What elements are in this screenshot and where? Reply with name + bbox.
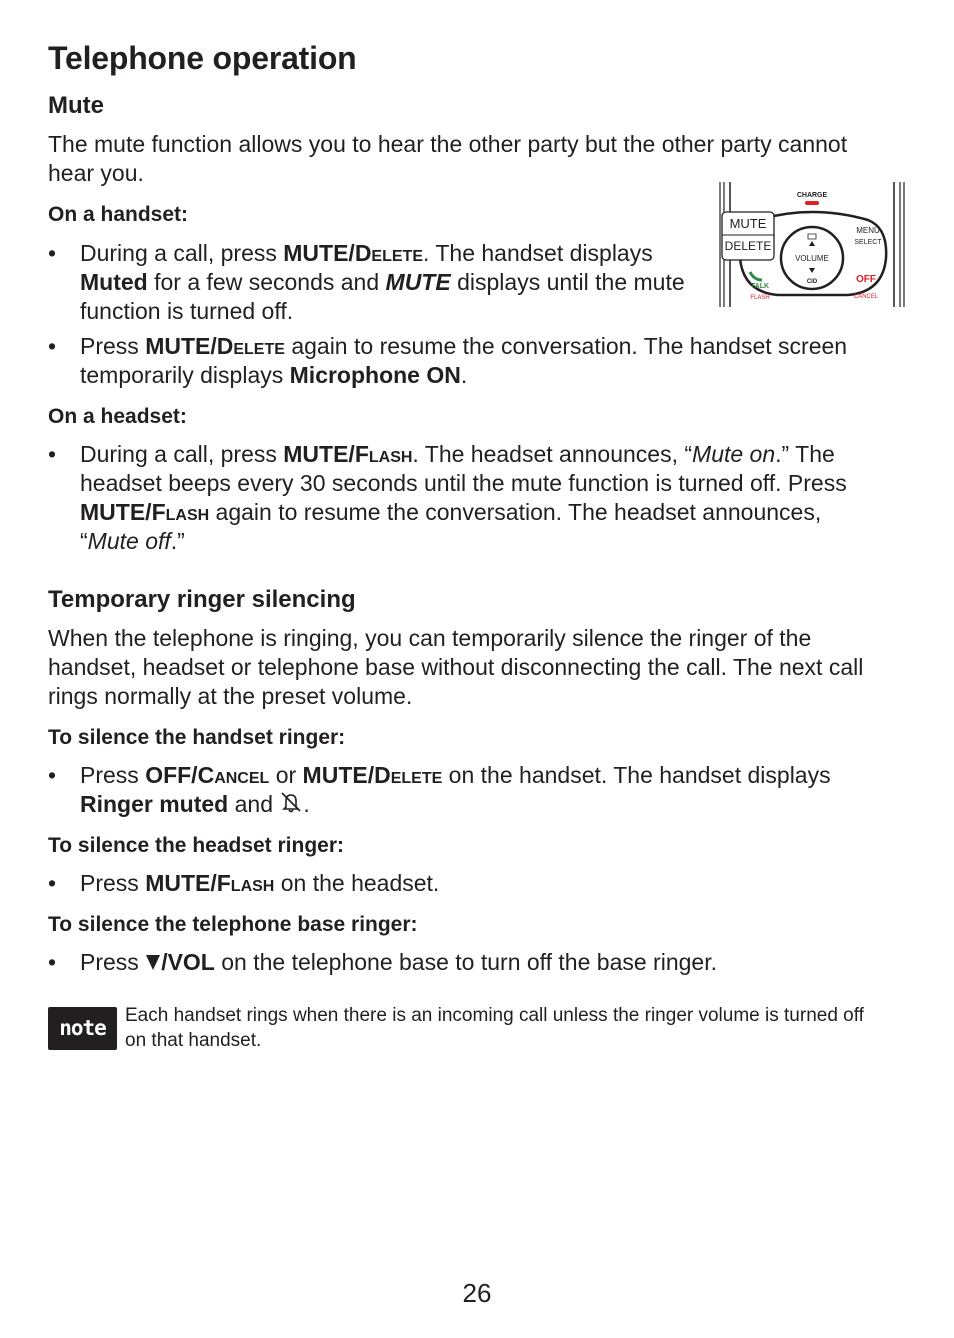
ringer-intro: When the telephone is ringing, you can temporarily silence the ringer of the handset, headset or telephone base without disconnecting the call. The next call rings normally at the preset volume. (48, 625, 864, 709)
note-badge: note (48, 1007, 117, 1050)
mute-key-label: MUTE (729, 216, 767, 231)
page-number: 26 (462, 1278, 492, 1308)
charge-label: CHARGE (796, 192, 828, 199)
bullet-dot: • (48, 870, 57, 896)
select-label: SELECT (854, 239, 882, 246)
bullet-dot: • (48, 240, 57, 266)
ringer-heading: Temporary ringer silencing (48, 586, 356, 613)
mute-heading: Mute (48, 92, 104, 119)
down-arrow-icon (145, 953, 161, 971)
bullet-dot: • (48, 333, 57, 359)
mute-intro: The mute function allows you to hear the other party but the other party cannot hear you. (48, 131, 848, 186)
flash-label: FLASH (750, 295, 770, 301)
bullet-dot: • (48, 949, 57, 975)
handset-keypad-illustration (718, 182, 906, 307)
cid-label: CID (806, 279, 818, 285)
menu-label: MENU (856, 226, 880, 235)
note-text: Each handset rings when there is an incoming call unless the ringer volume is turned off on that handset. (125, 1005, 864, 1051)
headset-heading: On a headset: (48, 405, 187, 428)
bullet-dot: • (48, 441, 57, 467)
charge-light (805, 201, 819, 205)
silence-handset-heading: To silence the handset ringer: (48, 726, 346, 749)
cancel-label: CANCEL (853, 294, 879, 300)
volume-label: VOLUME (795, 254, 829, 263)
talk-label: TALK (750, 283, 770, 290)
off-label: OFF (856, 274, 876, 285)
delete-key-label: DELETE (724, 239, 772, 253)
handset-heading: On a handset: (48, 203, 189, 226)
silence-base-heading: To silence the telephone base ringer: (48, 913, 418, 936)
bullet-dot: • (48, 762, 57, 788)
keypad-drawing (718, 182, 906, 307)
page-title: Telephone operation (48, 40, 357, 76)
silence-headset-heading: To silence the headset ringer: (48, 834, 345, 857)
ringer-off-icon (279, 790, 303, 814)
